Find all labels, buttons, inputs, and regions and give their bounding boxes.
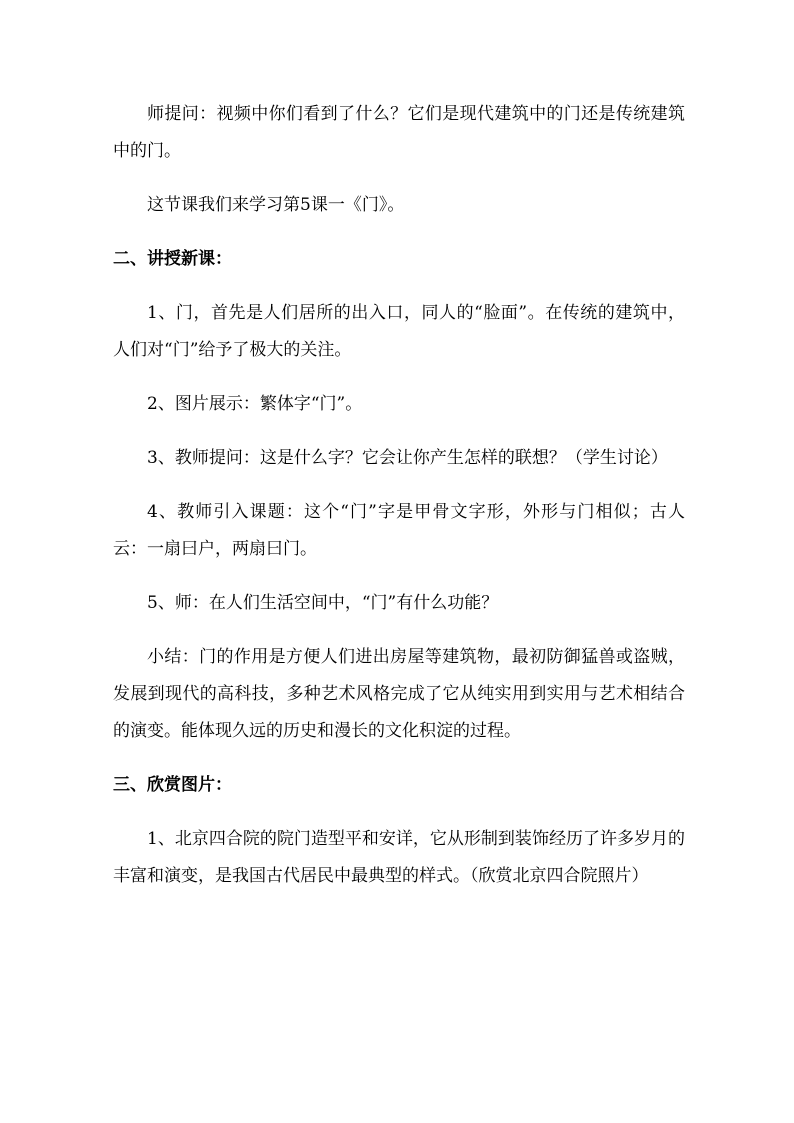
document-page [113, 96, 685, 895]
paragraph-lesson-intro: 这节课我们来学习第5课一《门》。 [147, 195, 405, 215]
paragraph-item-3: 3、教师提问：这是什么字？它会让你产生怎样的联想？（学生讨论） [147, 448, 668, 468]
section-heading-new-lesson: 二、讲授新课： [113, 249, 232, 269]
paragraph-item-2: 2、图片展示：繁体字“门”。 [147, 394, 363, 414]
paragraph-item-4: 4、教师引入课题：这个“门”字是甲骨文字形，外形与门相似；古人云：一扇曰户，两扇曰门。 [113, 502, 685, 559]
paragraph-teacher-question: 师提问：视频中你们看到了什么？它们是现代建筑中的门还是传统建筑中的门。 [113, 104, 685, 161]
paragraph-summary: 小结：门的作用是方便人们进出房屋等建筑物，最初防御猛兽或盗贼，发展到现代的高科技，多种艺术风格完成了它从纯实用到实用与艺术相结合的演变。能体现久远的历史和漫长的文化积淀的过程。 [113, 647, 685, 741]
paragraph-picture-1: 1、北京四合院的院门造型平和安详，它从形制到装饰经历了许多岁月的丰富和演变，是我国古代居民中最典型的样式。（欣赏北京四合院照片） [113, 829, 685, 886]
paragraph-item-1: 1、门，首先是人们居所的出入口，同人的“脸面”。在传统的建筑中，人们对“门”给予了极大的关注。 [113, 303, 685, 360]
paragraph-item-5: 5、师：在人们生活空间中，“门”有什么功能？ [147, 593, 499, 613]
section-heading-pictures: 三、欣赏图片： [113, 775, 232, 795]
